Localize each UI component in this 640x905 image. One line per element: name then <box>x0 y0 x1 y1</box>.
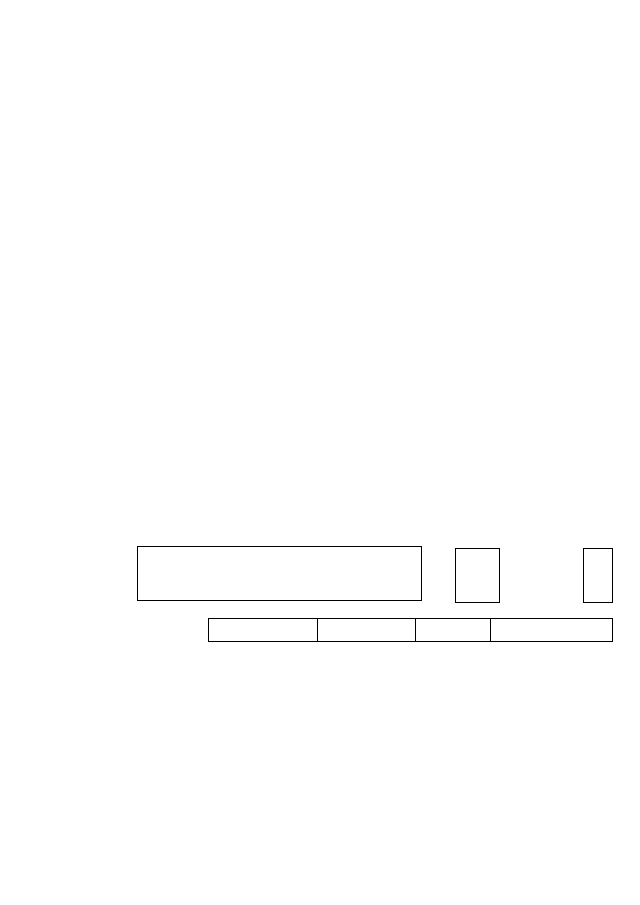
qualification-level-value <box>583 548 613 603</box>
function-name-box <box>137 546 422 601</box>
divider <box>415 618 416 642</box>
origin-boxes <box>208 618 491 642</box>
divider <box>317 618 318 642</box>
code-value-box <box>455 548 500 603</box>
reg-number-box <box>490 618 613 642</box>
